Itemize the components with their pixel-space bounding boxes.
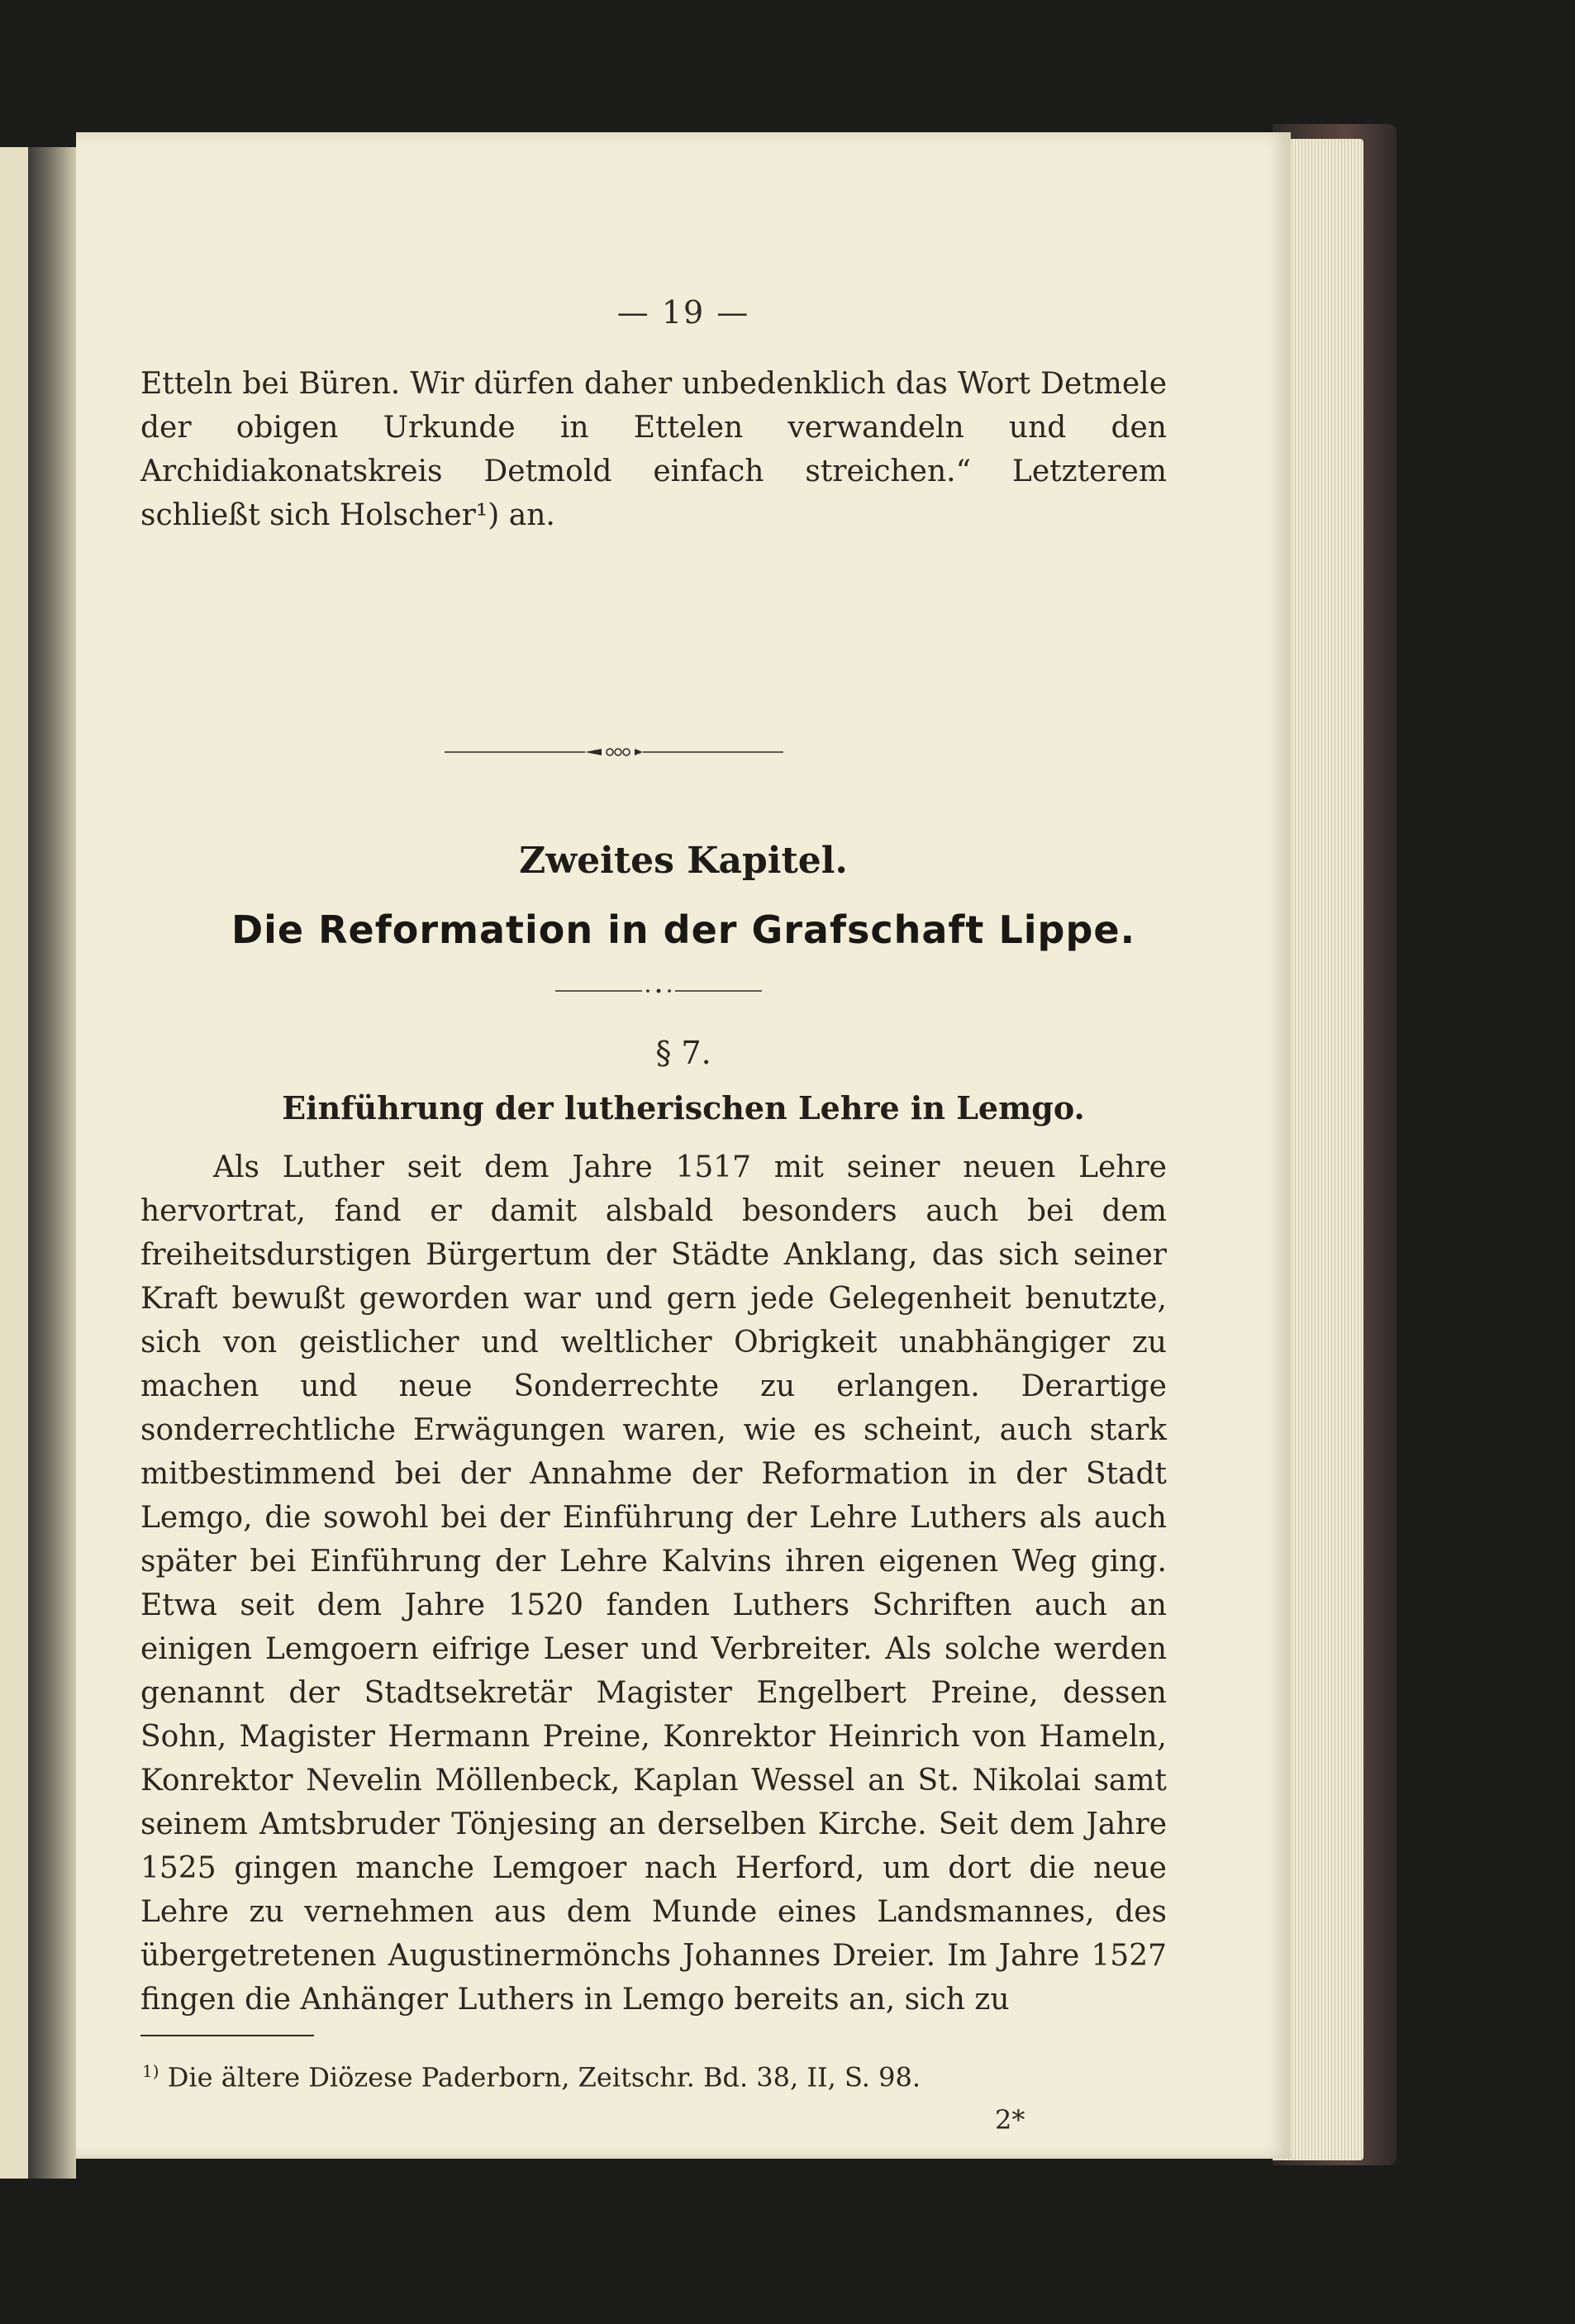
continued-paragraph — [140, 362, 1167, 537]
footnote-rule — [140, 2035, 314, 2036]
continued-paragraph-text: Etteln bei Büren. Wir dürfen daher unbedenklich das Wort Detmele der obigen Urkunde in Ettelen verwandeln und den Archidiakonatskreis Detmold einfach streichen.“ Letzterem schließt sich Holscher¹) an. — [140, 367, 1167, 532]
chapter-number: Zweites Kapitel. — [519, 840, 848, 882]
footnote-marker: 1) — [142, 2061, 159, 2081]
section-number: § 7. — [655, 1035, 711, 1071]
book-gutter — [28, 147, 76, 2179]
small-divider — [555, 988, 762, 993]
body-paragraph-text: Als Luther seit dem Jahre 1517 mit seiner neuen Lehre hervortrat, fand er damit alsbald besonders auch bei dem freiheitsdurstigen Bürgertum der Städte Anklang, das sich seiner Kraft bewußt geworden war und gern jede Gelegenheit benutzte, sich von geistlicher und weltlicher Obrigkeit unabhängiger zu machen und neue Sonderrechte zu erlangen. Derartige sonderrechtliche Erwägungen waren, wie es scheint, auch stark mitbestimmend bei der Annahme der Reformation in der Stadt Lemgo, die sowohl bei der Einführung der Lehre Luthers als auch später bei Einführung der Lehre Kalvins ihren eigenen Weg ging. Etwa seit dem Jahre 1520 fanden Luthers Schriften auch an einigen Lemgoern eifrige Leser und Verbreiter. Als solche werden genannt der Stadtsekretär Magister Engelbert Preine, dessen Sohn, Magister Hermann Preine, Konrektor Heinrich von Hameln, Konrektor Nevelin Möllenbeck, Kaplan Wessel an St. Nikolai samt seinem Amtsbruder Tönjesing an derselben Kirche. Seit dem Jahre 1525 gingen manche Lemgoer nach Herford, um dort die neue Lehre zu vernehmen aus dem Munde eines Landsmannes, des übergetretenen Augustinermönchs Johannes Dreier. Im Jahre 1527 fingen die Anhänger Luthers in Lemgo bereits an, sich zu — [140, 1150, 1167, 2017]
footnote — [142, 2061, 1134, 2093]
body-paragraph — [140, 1145, 1167, 2022]
footnote-text: Die ältere Diözese Paderborn, Zeitschr. Bd. 38, II, S. 98. — [167, 2061, 921, 2093]
ornamental-divider — [445, 746, 783, 758]
page-number: — 19 — — [616, 294, 750, 331]
section-title: Einführung der lutherischen Lehre in Lemgo. — [282, 1089, 1085, 1126]
chapter-title: Die Reformation in der Grafschaft Lippe. — [231, 907, 1136, 952]
book-page — [76, 132, 1291, 2159]
signature-mark: 2* — [995, 2104, 1025, 2136]
left-page-edge — [0, 147, 28, 2179]
